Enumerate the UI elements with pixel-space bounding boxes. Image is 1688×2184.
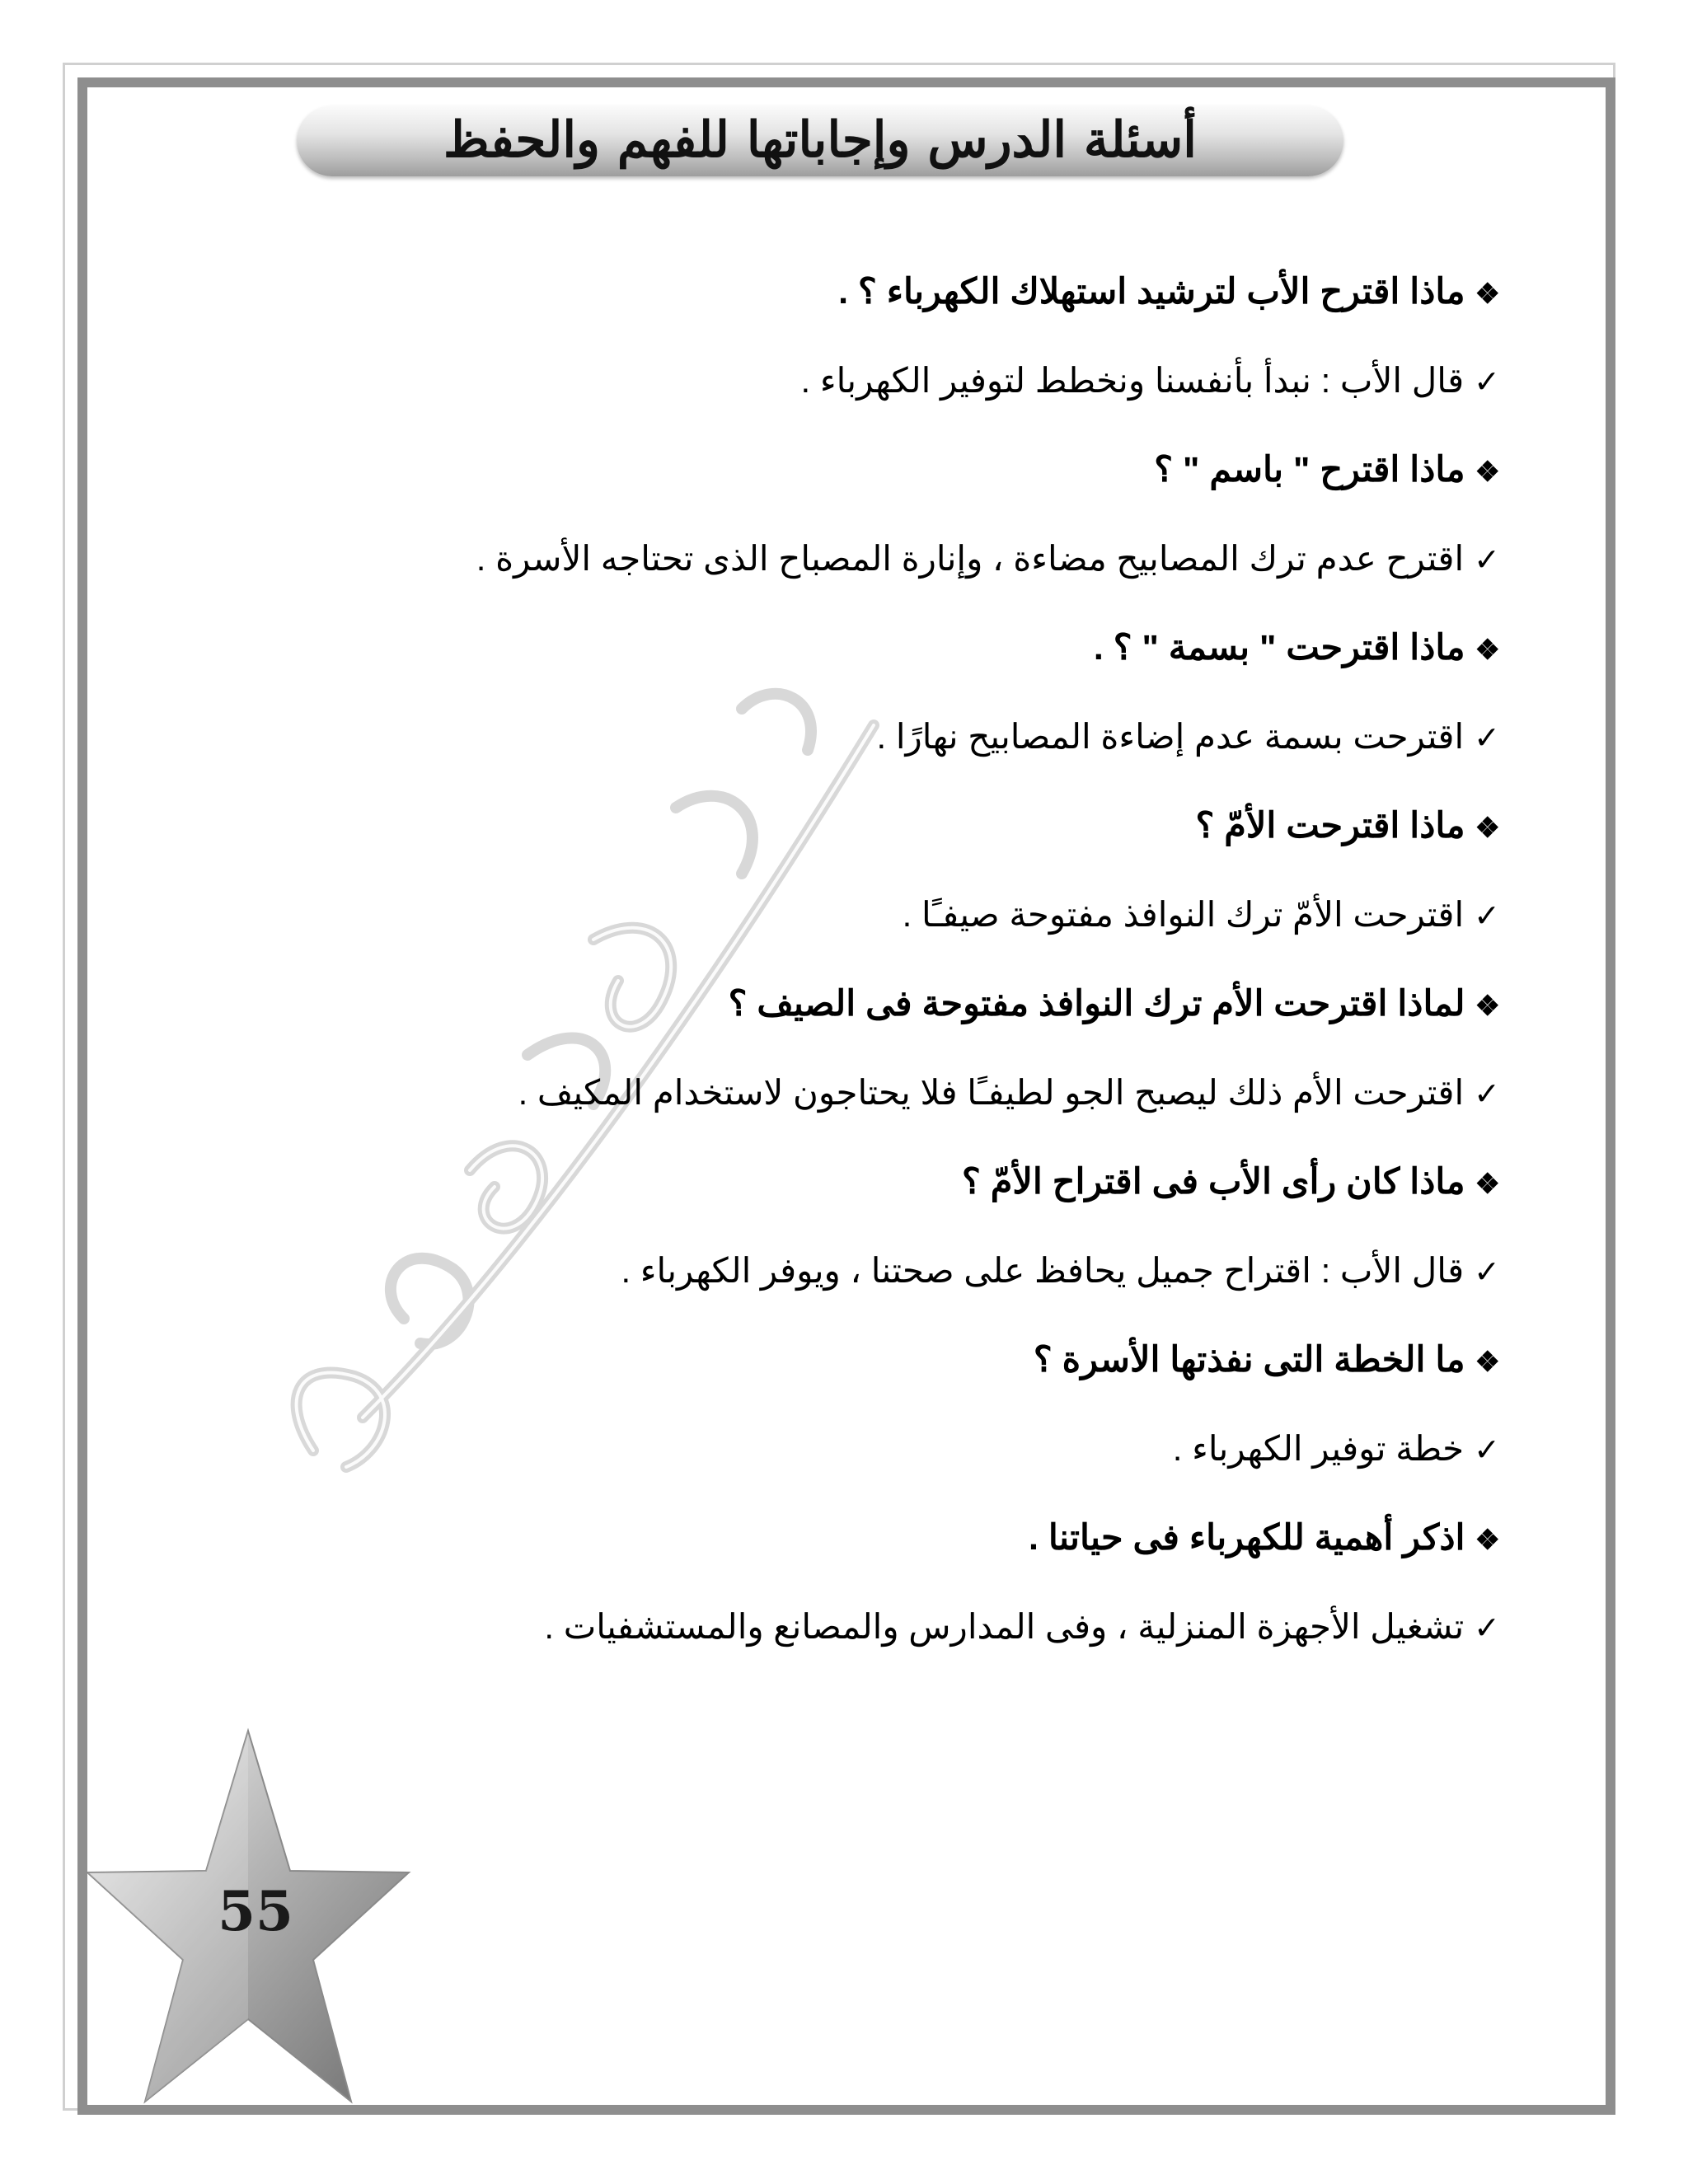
diamond-bullet-icon: ❖ xyxy=(1475,991,1500,1022)
question-text: ماذا اقترح " باسم " ؟ xyxy=(1154,450,1465,490)
question-text: لماذا اقترحت الأم ترك النوافذ مفتوحة فى الصيف ؟ xyxy=(728,984,1465,1024)
answer-text: اقترحت الأم ذلك ليصبح الجو لطيفـًا فلا يحتاجون لاستخدام المكيف . xyxy=(518,1073,1465,1112)
question-8 xyxy=(247,1493,1500,1582)
answer-text: قال الأب : اقتراح جميل يحافظ على صحتنا ، ويوفر الكهرباء . xyxy=(621,1251,1465,1290)
diamond-bullet-icon: ❖ xyxy=(1475,635,1500,666)
checkmark-icon: ✓ xyxy=(1474,1255,1500,1290)
question-7 xyxy=(247,1315,1500,1404)
checkmark-icon: ✓ xyxy=(1474,1611,1500,1646)
checkmark-icon: ✓ xyxy=(1474,1433,1500,1468)
question-4 xyxy=(247,781,1500,870)
question-text: ماذا كان رأى الأب فى اقتراح الأمّ ؟ xyxy=(961,1162,1465,1202)
question-2 xyxy=(247,425,1500,514)
answer-text: اقترحت بسمة عدم إضاءة المصابيح نهارًا . xyxy=(876,717,1465,756)
diamond-bullet-icon: ❖ xyxy=(1475,1525,1500,1556)
page-title: أسئلة الدرس وإجاباتها للفهم والحفظ xyxy=(443,111,1197,169)
question-1 xyxy=(247,247,1500,336)
answer-6 xyxy=(247,1226,1500,1315)
diamond-bullet-icon: ❖ xyxy=(1475,457,1500,488)
qa-list xyxy=(247,247,1500,1671)
checkmark-icon: ✓ xyxy=(1474,365,1500,400)
answer-4 xyxy=(247,870,1500,959)
diamond-bullet-icon: ❖ xyxy=(1475,813,1500,844)
answer-text: اقترح عدم ترك المصابيح مضاءة ، وإنارة المصباح الذى تحتاجه الأسرة . xyxy=(476,539,1465,578)
answer-text: خطة توفير الكهرباء . xyxy=(1172,1429,1465,1468)
diamond-bullet-icon: ❖ xyxy=(1475,279,1500,310)
question-text: اذكر أهمية للكهرباء فى حياتنا . xyxy=(1029,1518,1465,1558)
answer-1 xyxy=(247,336,1500,425)
question-text: ماذا اقترحت " بسمة " ؟ . xyxy=(1093,628,1465,668)
answer-5 xyxy=(247,1048,1500,1137)
question-3 xyxy=(247,603,1500,692)
checkmark-icon: ✓ xyxy=(1474,543,1500,578)
title-banner xyxy=(297,105,1343,176)
answer-7 xyxy=(247,1404,1500,1493)
checkmark-icon: ✓ xyxy=(1474,1077,1500,1112)
answer-text: قال الأب : نبدأ بأنفسنا ونخطط لتوفير الكهرباء . xyxy=(800,361,1465,400)
question-text: ماذا اقترح الأب لترشيد استهلاك الكهرباء ؟ . xyxy=(838,272,1465,312)
diamond-bullet-icon: ❖ xyxy=(1475,1347,1500,1378)
answer-3 xyxy=(247,692,1500,781)
question-5 xyxy=(247,959,1500,1048)
checkmark-icon: ✓ xyxy=(1474,899,1500,934)
checkmark-icon: ✓ xyxy=(1474,721,1500,756)
page-number: 55 xyxy=(218,1879,293,1943)
answer-text: اقترحت الأمّ ترك النوافذ مفتوحة صيفـًا . xyxy=(902,895,1465,934)
answer-text: تشغيل الأجهزة المنزلية ، وفى المدارس والمصانع والمستشفيات . xyxy=(544,1607,1465,1646)
answer-2 xyxy=(247,514,1500,603)
question-text: ما الخطة التى نفذتها الأسرة ؟ xyxy=(1033,1340,1465,1380)
answer-8 xyxy=(247,1582,1500,1671)
question-6 xyxy=(247,1137,1500,1226)
question-text: ماذا اقترحت الأمّ ؟ xyxy=(1195,806,1465,846)
diamond-bullet-icon: ❖ xyxy=(1475,1169,1500,1200)
